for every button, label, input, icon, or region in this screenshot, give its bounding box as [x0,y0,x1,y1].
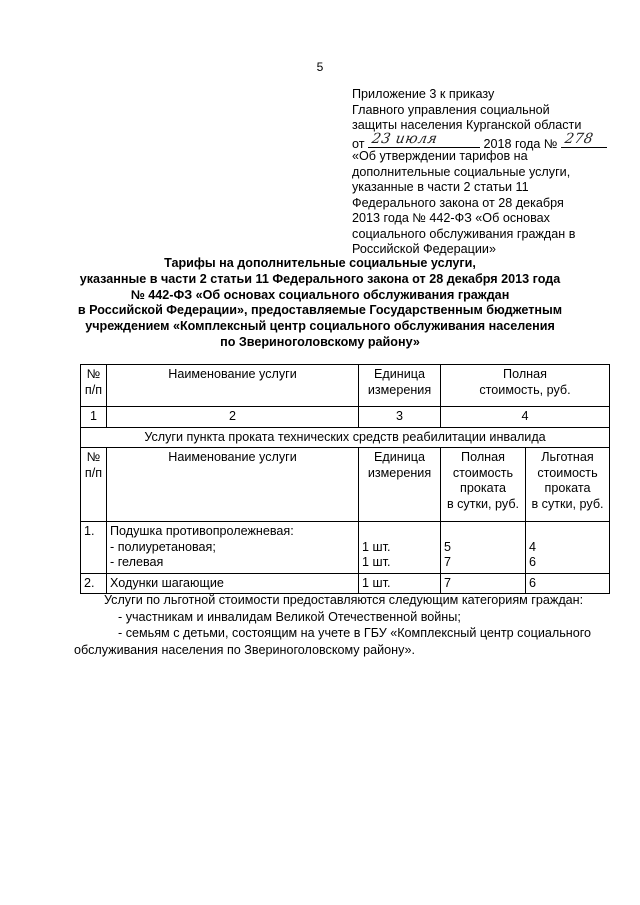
column-number-row [81,407,610,428]
handwritten-date: 23 июля [370,130,439,147]
document-title [40,256,600,351]
table-header-row [81,365,610,407]
date-fill-line [368,130,480,148]
footnote-intro: Услуги по льготной стоимости предоставляются следующим категориям граждан: [104,593,584,607]
tariffs-table [80,364,610,594]
number-fill-line [561,130,607,148]
appendix-subject-line: указанные в части 2 статьи 11 [352,180,529,194]
title-line: № 442-ФЗ «Об основах социального обслуживания граждан [130,287,510,302]
appendix-line: защиты населения Курганской области [352,118,582,132]
appendix-subject-line: Российской Федерации» [352,242,496,256]
row-name: Ходунки шагающие [107,573,359,594]
appendix-subject-line: социального обслуживания граждан в [352,226,576,241]
col-number-2: 2 [107,407,359,428]
col-number-3: 3 [359,407,441,428]
date-year: 2018 года № [483,136,558,151]
title-line: в Российской Федерации», предоставляемые Государственным бюджетным [77,303,563,318]
appendix-subject-line: Федерального закона от 28 декабря [352,195,564,210]
title-line: учреждением «Комплексный центр социального обслуживания населения [85,319,555,334]
section-row [81,427,610,448]
row-reduced-cost: 6 [526,573,610,594]
table-row [81,522,610,574]
appendix-subject-line: 2013 года № 442-ФЗ «Об основах [352,211,550,225]
subheader-name: Наименование услуги [107,448,359,522]
header-num: № п/п [81,365,107,407]
row-name: Подушка противопролежневая: - полиуретановая; - гелевая [107,522,359,574]
footnote-block [74,592,616,658]
subheader-unit: Единица измерения [359,448,441,522]
handwritten-number: 278 [563,130,595,147]
footnote-item-continued: обслуживания населения по Звериноголовскому району». [74,642,416,657]
col-number-1: 1 [81,407,107,428]
title-line: указанные в части 2 статьи 11 Федерального закона от 28 декабря 2013 года [79,271,561,286]
row-num: 1. [81,522,107,574]
title-line: Тарифы на дополнительные социальные услуги, [164,256,476,270]
subheader-full-cost: Полная стоимость проката в сутки, руб. [441,448,526,522]
appendix-subject-line: «Об утверждении тарифов на [352,149,528,163]
header-unit: Единица измерения [359,365,441,407]
footnote-item: - семьям с детьми, состоящим на учете в ГБУ «Комплексный центр социального [118,626,592,640]
row-unit: 1 шт. [359,573,441,594]
subheader-num: № п/п [81,448,107,522]
footnote-item: - участникам и инвалидам Великой Отечественной войны; [118,609,461,624]
header-name: Наименование услуги [107,365,359,407]
date-prefix: от [352,136,365,151]
row-unit: 1 шт. 1 шт. [359,522,441,574]
appendix-block [352,87,622,258]
subheader-reduced-cost: Льготная стоимость проката в сутки, руб. [526,448,610,522]
row-num: 2. [81,573,107,594]
table-row [81,573,610,594]
row-reduced-cost: 4 6 [526,522,610,574]
title-line: по Звериноголовскому району» [220,334,420,349]
appendix-subject-line: дополнительные социальные услуги, [352,164,571,179]
header-cost: Полная стоимость, руб. [441,365,610,407]
page-number: 5 [316,60,324,74]
col-number-4: 4 [441,407,610,428]
appendix-line: Приложение 3 к приказу [352,87,495,101]
appendix-date-line [352,130,622,151]
row-full-cost: 7 [441,573,526,594]
sub-header-row [81,448,610,522]
appendix-line: Главного управления социальной [352,102,550,117]
section-title: Услуги пункта проката технических средств реабилитации инвалида [81,427,610,448]
row-full-cost: 5 7 [441,522,526,574]
